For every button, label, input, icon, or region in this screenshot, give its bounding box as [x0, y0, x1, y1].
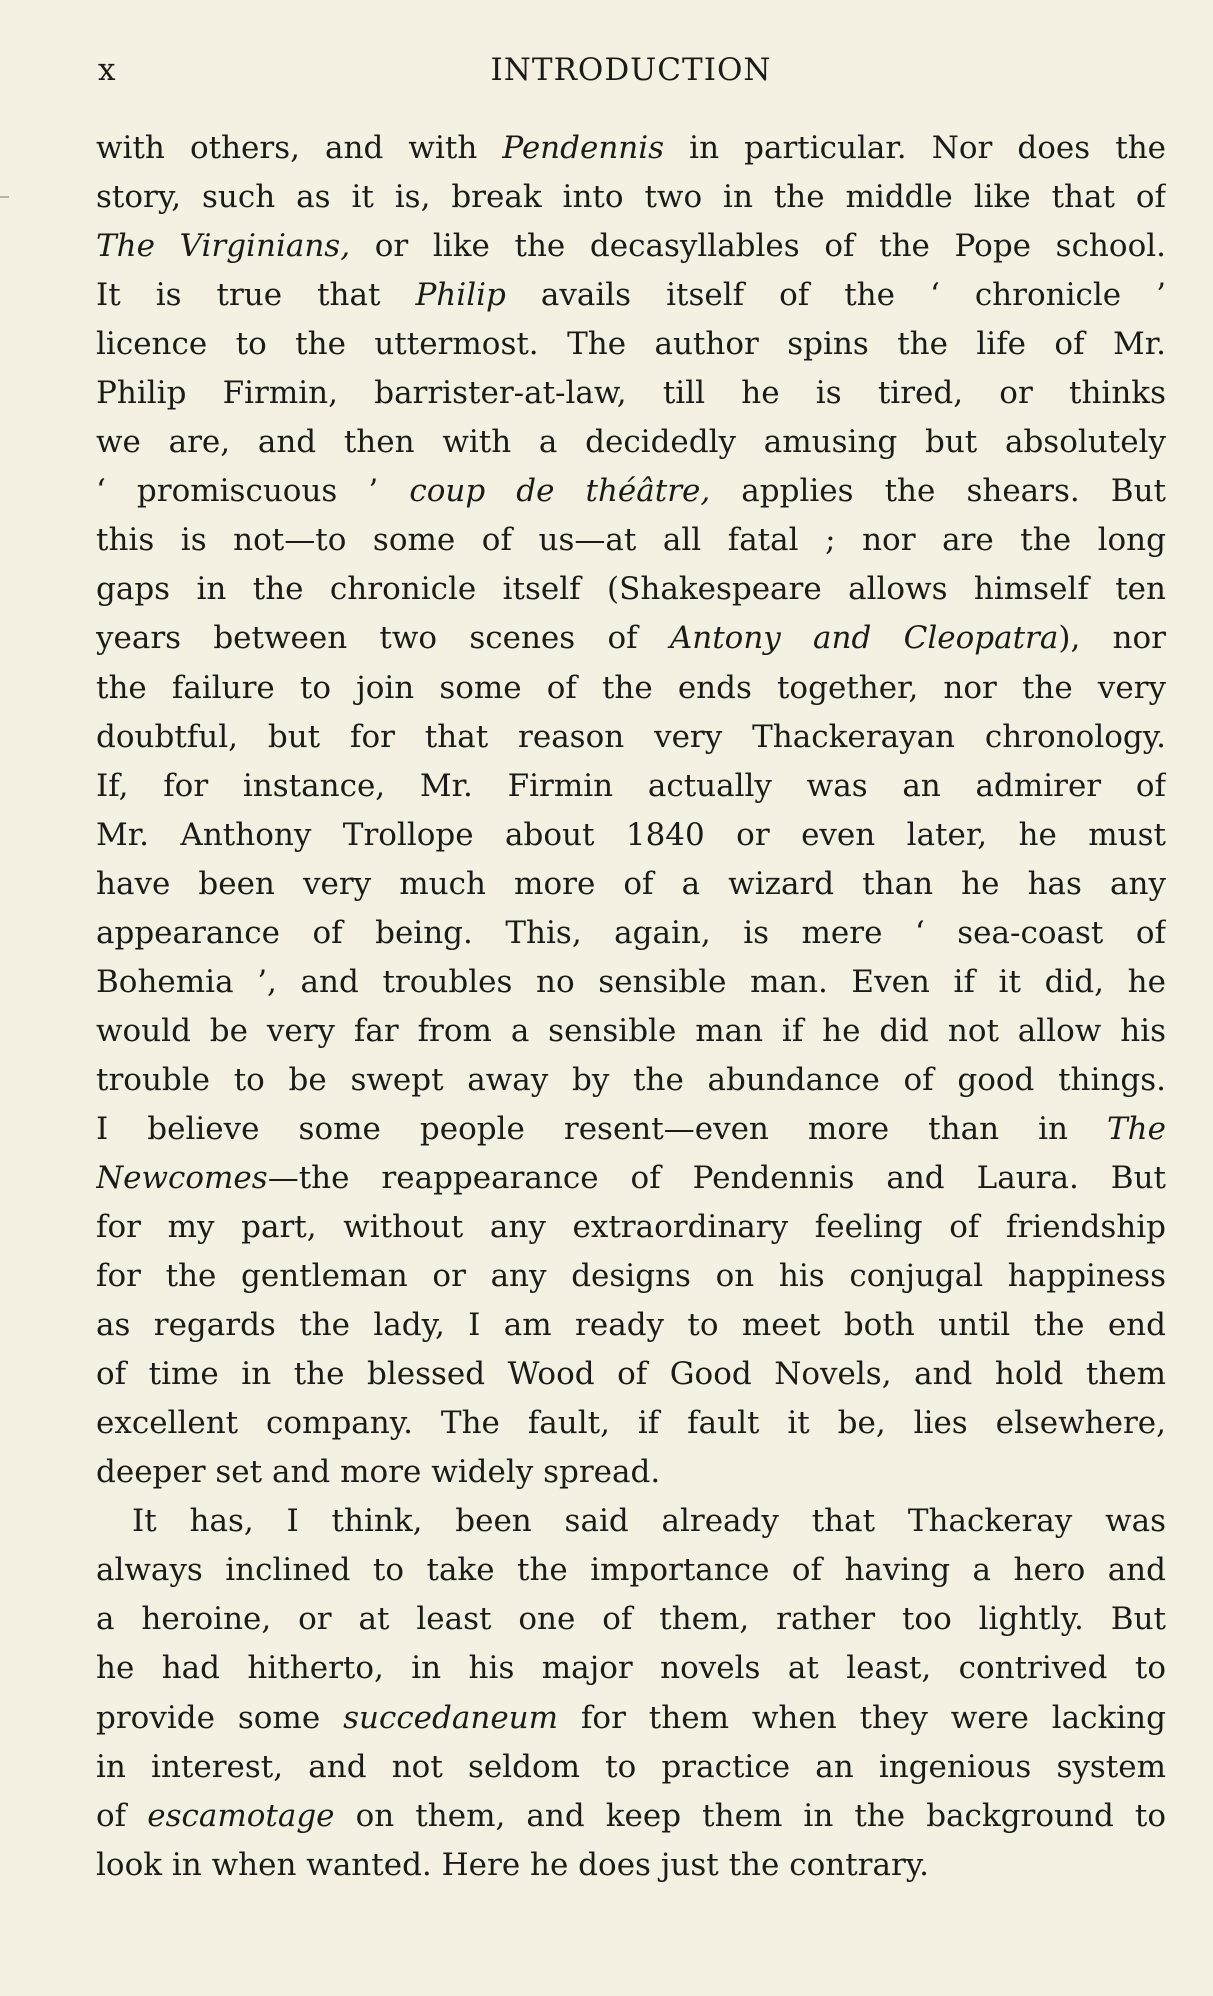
text-line: as regards the lady, I am ready to meet both until the end: [96, 1307, 1166, 1344]
text-line: Newcomes—the reappearance of Pendennis and Laura. But: [96, 1159, 1166, 1196]
text-line: of escamotage on them, and keep them in the background to: [96, 1797, 1166, 1834]
text-line: years between two scenes of Antony and Cleopatra), nor: [96, 620, 1166, 657]
page-number: x: [98, 52, 116, 88]
text-line: It has, I think, been said already that Thackeray was: [132, 1503, 1166, 1540]
body-text: [96, 124, 1166, 1890]
text-line: It is true that Philip avails itself of the ‘ chronicle ’: [96, 277, 1166, 314]
text-line: Mr. Anthony Trollope about 1840 or even later, he must: [96, 816, 1166, 853]
text-line: doubtful, but for that reason very Thackerayan chronology.: [96, 718, 1166, 755]
text-line: in interest, and not seldom to practice an ingenious system: [96, 1748, 1166, 1785]
text-line: have been very much more of a wizard than he has any: [96, 865, 1166, 902]
margin-mark: [0, 196, 9, 198]
text-line: we are, and then with a decidedly amusing but absolutely: [96, 424, 1166, 461]
text-line: always inclined to take the importance of having a hero and: [96, 1552, 1166, 1589]
text-line: trouble to be swept away by the abundance of good things.: [96, 1061, 1166, 1098]
running-head: INTRODUCTION: [490, 52, 772, 88]
text-line: appearance of being. This, again, is mere ‘ sea-coast of: [96, 914, 1166, 951]
text-line: of time in the blessed Wood of Good Novels, and hold them: [96, 1356, 1166, 1393]
text-line: for my part, without any extraordinary feeling of friendship: [96, 1209, 1166, 1246]
text-line: excellent company. The fault, if fault it be, lies elsewhere,: [96, 1405, 1166, 1442]
text-line: look in when wanted. Here he does just the contrary.: [96, 1846, 930, 1883]
text-line: a heroine, or at least one of them, rather too lightly. But: [96, 1601, 1166, 1638]
text-line: The Virginians, or like the decasyllables of the Pope school.: [96, 228, 1166, 265]
text-line: with others, and with Pendennis in particular. Nor does the: [96, 130, 1166, 166]
text-line: licence to the uttermost. The author spins the life of Mr.: [96, 326, 1166, 363]
text-line: the failure to join some of the ends together, nor the very: [96, 669, 1166, 706]
text-line: ‘ promiscuous ’ coup de théâtre, applies the shears. But: [96, 473, 1166, 510]
text-line: I believe some people resent—even more than in The: [96, 1110, 1166, 1147]
text-line: If, for instance, Mr. Firmin actually was an admirer of: [96, 767, 1166, 804]
text-line: deeper set and more widely spread.: [96, 1454, 661, 1491]
text-line: would be very far from a sensible man if he did not allow his: [96, 1012, 1166, 1049]
text-line: provide some succedaneum for them when they were lacking: [96, 1699, 1166, 1736]
text-line: Bohemia ’, and troubles no sensible man. Even if it did, he: [96, 963, 1166, 1000]
text-line: this is not—to some of us—at all fatal ; nor are the long: [96, 522, 1166, 559]
page-header: [98, 52, 1164, 96]
text-line: for the gentleman or any designs on his conjugal happiness: [96, 1258, 1166, 1295]
text-line: story, such as it is, break into two in the middle like that of: [96, 179, 1166, 216]
text-line: he had hitherto, in his major novels at least, contrived to: [96, 1650, 1166, 1687]
text-line: gaps in the chronicle itself (Shakespeare allows himself ten: [96, 571, 1166, 608]
text-line: Philip Firmin, barrister-at-law, till he is tired, or thinks: [96, 375, 1166, 412]
